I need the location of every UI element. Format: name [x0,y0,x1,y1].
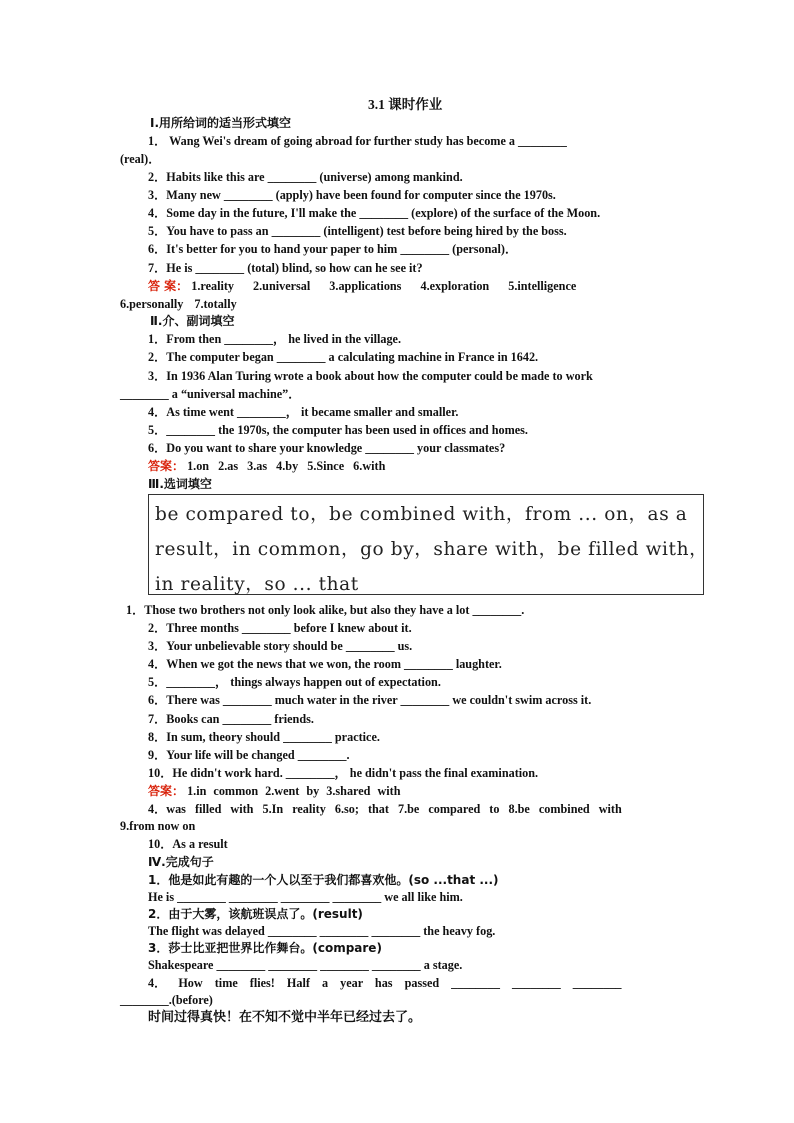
s3-answer-line2: 4．was filled with 5.In reality 6.so; that 7.be compared to 8.be combined with [148,802,622,816]
s4-q4-chinese: 时间过得真快！在不知不觉中半年已经过去了。 [148,1010,422,1025]
s2-q4: 4．As time went ________， it became smaller and smaller. [148,405,459,419]
s3-q7: 7．Books can ________ friends. [148,712,314,726]
page-title: 3.1 课时作业 [368,97,443,112]
s1-answer-values: 1.reality 2.universal 3.applications 4.exploration 5.intelligence [191,279,577,293]
s4-q4-line1: 4． How time flies! Half a year has passed ________ ________ ________ [148,976,622,990]
s2-q3-line2: ________ a “universal machine”． [120,387,301,401]
s1-answer-line2: 6.personally 7.totally [120,297,237,311]
s4-q2-chinese: 2．由于大雾，该航班误点了。(result) [148,907,363,921]
word-bank-box [148,494,709,595]
s3-q6: 6．There was ________ much water in the river ________ we couldn't swim across it. [148,693,592,707]
s3-q1: 1．Those two brothers not only look alike, but also they have a lot ________. [126,603,525,617]
s2-q5: 5．________ the 1970s, the computer has been used in offices and homes. [148,423,528,437]
s3-q3: 3．Your unbelievable story should be ________ us. [148,639,413,653]
s1-q1-text: 1． Wang Wei's dream of going abroad for further study has become a ________ [148,134,567,148]
word-bank-line1: be compared to，be combined with，from ... on，as a [155,504,688,525]
s2-q6: 6．Do you want to share your knowledge ________ your classmates? [148,441,506,455]
answer-label: 答 案： [148,279,189,293]
s3-answer-line4: 10．As a result [148,837,228,851]
section1-heading: Ⅰ.用所给词的适当形式填空 [150,116,292,130]
word-bank-line2: result，in common，go by，share with，be filled with， [155,539,709,560]
s3-q2: 2．Three months ________ before I knew about it. [148,621,412,635]
s4-q3-chinese: 3．莎士比亚把世界比作舞台。(compare) [148,941,382,955]
s4-q1-chinese: 1．他是如此有趣的一个人以至于我们都喜欢他。(so ...that ...) [148,873,499,887]
s3-q5: 5．________， things always happen out of expectation. [148,675,441,689]
s3-q8: 8．In sum, theory should ________ practice. [148,730,380,744]
section4-heading: Ⅳ.完成句子 [148,855,214,869]
s4-q2-english: The flight was delayed ________ ________ ________ the heavy fog. [148,924,496,938]
s3-answer-line1 [148,782,401,800]
s4-q1-english: He is ________ ________ ________ ________ we all like him. [148,890,463,904]
s1-q2: 2．Habits like this are ________ (universe) among mankind. [148,170,463,184]
s1-q1-line1 [148,132,674,150]
s1-q3: 3．Many new ________ (apply) have been found for computer since the 1970s. [148,188,556,202]
s2-q3-line1: 3．In 1936 Alan Turing wrote a book about how the computer could be made to work [148,369,593,383]
s3-answer-line3: 9.from now on [120,819,196,833]
s2-answer [148,457,385,475]
s2-answer-values: 1.on 2.as 3.as 4.by 5.Since 6.with [187,459,386,473]
s4-q4-line2: ________.(before) [120,993,213,1007]
s1-answer-line1 [148,277,576,295]
s3-q10: 10．He didn't work hard. ________， he didn't pass the final examination. [148,766,539,780]
s1-q6: 6．It's better for you to hand your paper to him ________ (personal)． [148,242,518,256]
answer-label: 答案： [148,459,185,473]
s3-answer-values: 1.in common 2.went by 3.shared with [187,784,401,798]
section3-heading: Ⅲ.选词填空 [148,477,212,491]
section2-heading: Ⅱ.介、副词填空 [150,314,235,328]
s2-q2: 2．The computer began ________ a calculating machine in France in 1642. [148,350,539,364]
s2-q1: 1．From then ________， he lived in the village. [148,332,401,346]
s1-q5: 5．You have to pass an ________ (intelligent) test before being hired by the boss. [148,224,567,238]
s4-q3-english: Shakespeare ________ ________ ________ ________ a stage. [148,958,463,972]
s3-q9: 9．Your life will be changed ________. [148,748,350,762]
s1-q7: 7．He is ________ (total) blind, so how can he see it? [148,261,423,275]
word-bank-line3: in reality，so ... that [155,574,359,595]
s3-q4: 4．When we got the news that we won, the room ________ laughter. [148,657,502,671]
s1-q1-line2: (real)． [120,152,161,166]
answer-label: 答案： [148,784,185,798]
s1-q4: 4．Some day in the future, I'll make the ________ (explore) of the surface of the Moon. [148,206,601,220]
